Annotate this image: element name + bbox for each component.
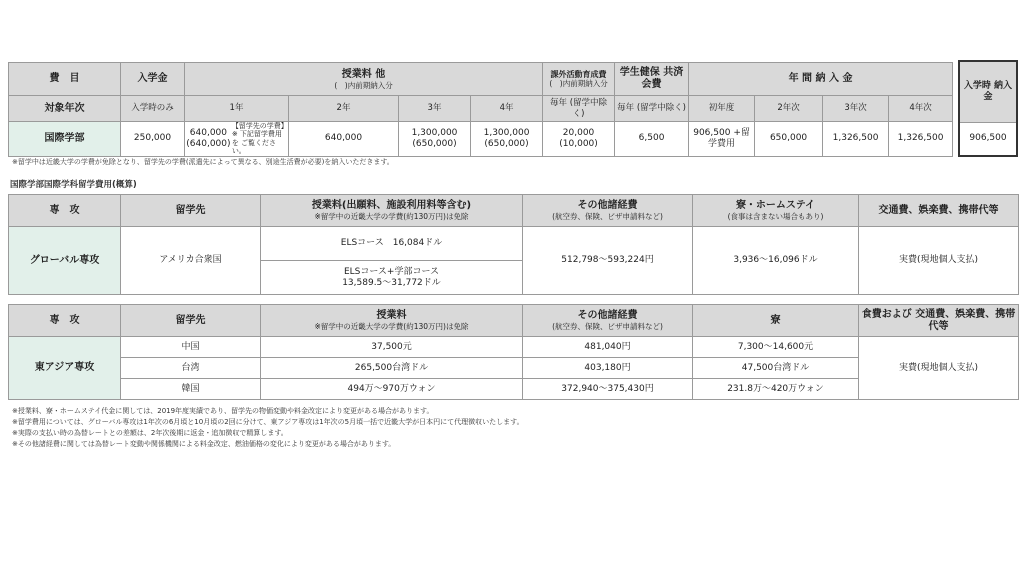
footnote-1: ※授業料、寮・ホームステイ代金に関しては、2019年度実績であり、留学先の物価変動や料金改定により変更がある場合があります。 — [12, 407, 434, 415]
table-row-dorm: 231.8万～420万ウォン — [693, 379, 859, 400]
fee-table — [8, 62, 953, 157]
header-entry-fee: 入学金 — [121, 63, 185, 96]
east-asia-table — [8, 304, 1019, 400]
table-row-other: 372,940～375,430円 — [523, 379, 693, 400]
table-row-dest: 中国 — [121, 337, 261, 358]
header-tuition: 授業料 他 ( )内前期納入分 — [185, 63, 543, 96]
entry-total-table — [958, 60, 1018, 157]
cell-health-every-year: 毎年 (留学中除く) — [615, 96, 689, 122]
row-target-year: 対象年次 — [9, 96, 121, 122]
footnote-2: ※留学費用については、グローバル専攻は1年次の6月頃と10月頃の2回に分けて、東アジア専攻は1年次の5月頃一括で近畿大学が日本円にて代理徴収いたします。 — [12, 418, 524, 426]
val-health: 6,500 — [615, 122, 689, 157]
e-header-other: その他諸経費 (航空券、保険、ビザ申請料など) — [523, 305, 693, 337]
table-row-tuition: 265,500台湾ドル — [261, 358, 523, 379]
e-header-misc: 食費および 交通費、娯楽費、携帯代等 — [859, 305, 1019, 337]
e-header-major: 専 攻 — [9, 305, 121, 337]
header-item: 費 目 — [9, 63, 121, 96]
g-header-dorm: 寮・ホームステイ (食事は含まない場合もあり) — [693, 195, 859, 227]
e-header-dest: 留学先 — [121, 305, 261, 337]
dept-name: 国際学部 — [9, 122, 121, 157]
val-entry: 250,000 — [121, 122, 185, 157]
table-row-other: 403,180円 — [523, 358, 693, 379]
header-health: 学生健保 共済会費 — [615, 63, 689, 96]
cell-extra-every-year: 毎年 (留学中除く) — [543, 96, 615, 122]
table-row-dest: 台湾 — [121, 358, 261, 379]
g-dest: アメリカ合衆国 — [121, 227, 261, 295]
g-misc: 実費(現地個人支払) — [859, 227, 1019, 295]
cell-annual-2: 2年次 — [755, 96, 823, 122]
footnote-3: ※実際の支払い時の為替レートとの差額は、2年次後期に返金・追加徴収で精算します。 — [12, 429, 288, 437]
table-row-dest: 韓国 — [121, 379, 261, 400]
e-misc: 実費(現地個人支払) — [859, 337, 1019, 400]
table-row-tuition: 37,500元 — [261, 337, 523, 358]
g-header-dest: 留学先 — [121, 195, 261, 227]
val-annual-3: 1,326,500 — [823, 122, 889, 157]
val-year2: 640,000 — [289, 122, 399, 157]
cell-year2: 2年 — [289, 96, 399, 122]
e-header-tuition: 授業料 ※留学中の近畿大学の学費(約130万円)は免除 — [261, 305, 523, 337]
g-major: グローバル専攻 — [9, 227, 121, 295]
cell-annual-1: 初年度 — [689, 96, 755, 122]
val-year1: 640,000 (640,000) 【留学先の学費】※ 下記留学費用を ご覧ください。 — [186, 122, 288, 156]
g-header-misc: 交通費、娯楽費、携帯代等 — [859, 195, 1019, 227]
e-major: 東アジア専攻 — [9, 337, 121, 400]
g-header-major: 専 攻 — [9, 195, 121, 227]
val-entry-total: 906,500 — [969, 133, 1007, 144]
header-annual: 年 間 納 入 金 — [689, 63, 953, 96]
g-tuition-1: ELSコース 16,084ドル — [261, 227, 523, 261]
fee-note: ※留学中は近畿大学の学費が免除となり、留学先の学費(派遣先によって異なる、別途生活費が必要)を納入いただきます。 — [12, 158, 394, 166]
table-row-dorm: 47,500台湾ドル — [693, 358, 859, 379]
cell-year4: 4年 — [471, 96, 543, 122]
e-header-dorm: 寮 — [693, 305, 859, 337]
cell-year3: 3年 — [399, 96, 471, 122]
table-row-tuition: 494万～970万ウォン — [261, 379, 523, 400]
val-annual-1: 906,500 +留学費用 — [689, 122, 755, 157]
val-annual-4: 1,326,500 — [889, 122, 953, 157]
header-extracurricular: 課外活動育成費 ( )内前期納入分 — [543, 63, 615, 96]
footnote-4: ※その他諸経費に関しては為替レート変動や関係機関による料金改定、燃油価格の変化により変更がある場合があります。 — [12, 440, 396, 448]
cell-annual-4: 4年次 — [889, 96, 953, 122]
g-header-tuition: 授業料(出願料、施設利用料等含む) ※留学中の近畿大学の学費(約130万円)は免除 — [261, 195, 523, 227]
val-extra: 20,000 (10,000) — [543, 122, 615, 157]
val-annual-2: 650,000 — [755, 122, 823, 157]
val-year4: 1,300,000 (650,000) — [471, 122, 543, 157]
section-title: 国際学部国際学科留学費用(概算) — [10, 180, 137, 190]
cell-annual-3: 3年次 — [823, 96, 889, 122]
table-row-dorm: 7,300～14,600元 — [693, 337, 859, 358]
cell-year1: 1年 — [185, 96, 289, 122]
g-header-other: その他諸経費 (航空券、保険、ビザ申請料など) — [523, 195, 693, 227]
val-year3: 1,300,000 (650,000) — [399, 122, 471, 157]
global-table — [8, 194, 1019, 295]
g-other: 512,798～593,224円 — [523, 227, 693, 295]
g-tuition-2: ELSコース+学部コース 13,589.5～31,772ドル — [261, 261, 523, 295]
header-entry-total: 入学時 納入金 — [959, 61, 1017, 122]
cell-entry-only: 入学時のみ — [121, 96, 185, 122]
table-row-other: 481,040円 — [523, 337, 693, 358]
g-dorm: 3,936～16,096ドル — [693, 227, 859, 295]
